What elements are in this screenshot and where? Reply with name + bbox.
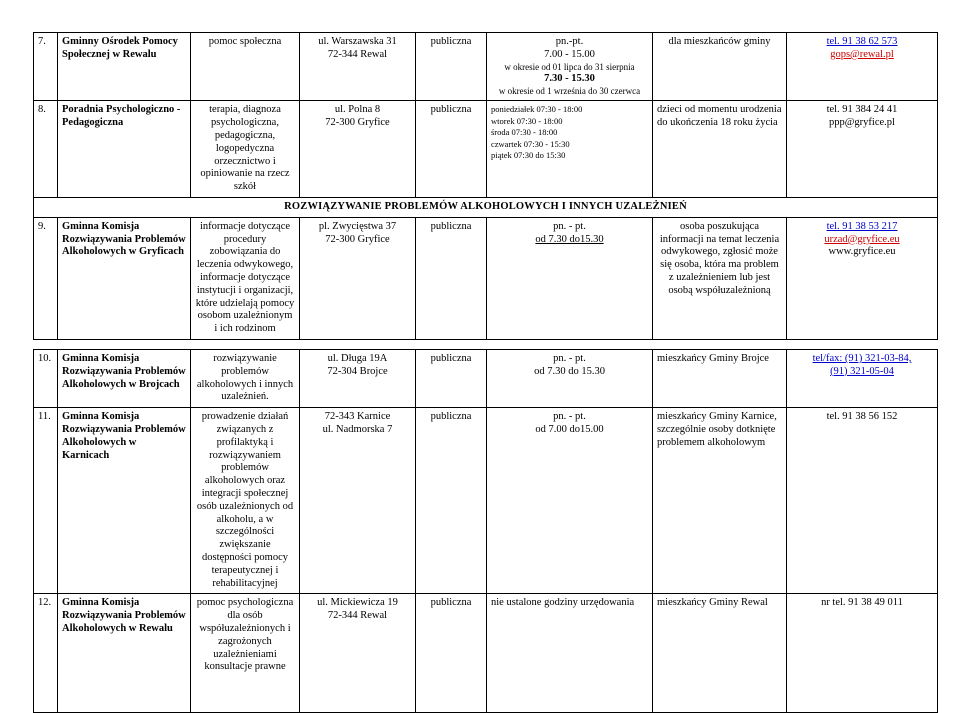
- opening-hours: [487, 408, 653, 594]
- services-table-part-2: [33, 349, 938, 713]
- address-line-1: 72-343 Karnice: [324, 411, 391, 423]
- scope-of-help: terapia, diagnoza psychologiczna, pedagogiczna, logopedyczna orzecznictwo i opiniowanie na rzecz szkół: [191, 101, 300, 198]
- address-cell: [300, 101, 416, 198]
- address-line-2: 72-344 Rewal: [327, 610, 388, 622]
- opening-hours: nie ustalone godziny urzędowania: [487, 594, 653, 713]
- section-heading-row: [34, 198, 938, 218]
- row-number: 10.: [34, 350, 58, 408]
- hours-line: od 7.00 do15.00: [535, 423, 604, 435]
- fax-number: (91) 321-05-04: [830, 365, 894, 377]
- target-group: mieszkańcy Gminy Rewal: [653, 594, 787, 713]
- hours-line: wtorek 07:30 - 18:00: [491, 115, 563, 126]
- hours-line: od 7.30 do15.30: [535, 233, 604, 245]
- hours-line: w okresie od 01 lipca do 31 sierpnia: [504, 61, 635, 72]
- contact-cell: [787, 217, 938, 339]
- address-line-1: pl. Zwycięstwa 37: [318, 220, 397, 232]
- table-row: [34, 101, 938, 198]
- section-heading: ROZWIĄZYWANIE PROBLEMÓW ALKOHOLOWYCH I INNYCH UZALEŻNIEŃ: [34, 198, 938, 218]
- email-link[interactable]: urzad@gryfice.eu: [824, 233, 900, 245]
- row-number: 7.: [34, 33, 58, 101]
- opening-hours: [487, 217, 653, 339]
- services-table-part-1: [33, 32, 938, 340]
- website-url[interactable]: www.gryfice.eu: [828, 246, 896, 258]
- institution-type: publiczna: [416, 408, 487, 594]
- hours-line: pn. - pt.: [553, 411, 586, 423]
- table-row: [34, 217, 938, 339]
- row-number: 11.: [34, 408, 58, 594]
- scope-of-help: informacje dotyczące procedury zobowiązania do leczenia odwykowego, informacje dotyczące instytucji i organizacji, które udzielają pomocy osobom uzależnionym i ich rodzinom: [191, 217, 300, 339]
- address-cell: [300, 408, 416, 594]
- scope-of-help: pomoc społeczna: [191, 33, 300, 101]
- target-group: mieszkańcy Gminy Brojce: [653, 350, 787, 408]
- target-group: mieszkańcy Gminy Karnice, szczególnie osoby dotknięte problemem alkoholowym: [653, 408, 787, 594]
- address-line-2: 72-304 Brojce: [327, 365, 388, 377]
- institution-name: Gminna Komisja Rozwiązywania Problemów Alkoholowych w Rewalu: [58, 594, 191, 713]
- hours-line: piątek 07:30 do 15:30: [491, 150, 566, 161]
- institution-type: publiczna: [416, 594, 487, 713]
- scope-of-help: pomoc psychologiczna dla osób współuzależnionych i zagrożonych uzależnieniami konsultacje prawne: [191, 594, 300, 713]
- target-group: dzieci od momentu urodzenia do ukończenia 18 roku życia: [653, 101, 787, 198]
- contact-cell: [787, 33, 938, 101]
- address-line-1: ul. Warszawska 31: [318, 36, 397, 47]
- institution-name: Gminna Komisja Rozwiązywania Problemów Alkoholowych w Karnicach: [58, 408, 191, 594]
- address-line-1: ul. Polna 8: [334, 104, 381, 116]
- institution-name: Gminna Komisja Rozwiązywania Problemów Alkoholowych w Brojcach: [58, 350, 191, 408]
- phone-number: tel. 91 38 62 573: [826, 36, 898, 47]
- table-row: [34, 594, 938, 713]
- address-cell: [300, 33, 416, 101]
- address-line-2: 72-300 Gryfice: [325, 233, 390, 245]
- hours-line: od 7.30 do 15.30: [534, 365, 605, 377]
- contact-cell: [787, 101, 938, 198]
- contact-cell: [787, 408, 938, 594]
- table-row: [34, 33, 938, 101]
- phone-number: tel. 91 38 56 152: [826, 411, 898, 423]
- contact-cell: [787, 350, 938, 408]
- address-cell: [300, 594, 416, 713]
- phone-number: tel. 91 384 24 41: [826, 104, 898, 116]
- opening-hours: [487, 350, 653, 408]
- phone-number: tel. 91 38 53 217: [826, 220, 898, 232]
- institution-name: Poradnia Psychologiczno - Pedagogiczna: [58, 101, 191, 198]
- phone-number: tel/fax: (91) 321-03-84,: [812, 353, 912, 364]
- hours-line: środa 07:30 - 18:00: [491, 127, 558, 138]
- address-cell: [300, 217, 416, 339]
- contact-cell: [787, 594, 938, 713]
- hours-line: w okresie od 1 września do 30 czerwca: [498, 85, 641, 96]
- row-number: 9.: [34, 217, 58, 339]
- opening-hours: [487, 33, 653, 101]
- institution-type: publiczna: [416, 101, 487, 198]
- address-cell: [300, 350, 416, 408]
- address-line-1: ul. Mickiewicza 19: [317, 597, 398, 609]
- address-line-2: ul. Nadmorska 7: [322, 423, 393, 435]
- hours-line: poniedziałek 07:30 - 18:00: [491, 104, 583, 115]
- hours-line: czwartek 07:30 - 15:30: [491, 138, 570, 149]
- address-line-2: 72-344 Rewal: [327, 48, 388, 60]
- scope-of-help: prowadzenie działań związanych z profilaktyką i rozwiązywaniem problemów alkoholowych oraz integracji społecznej osób uzależnionych od alkoholu, a w szczególności zwiększanie dostępności pomocy terapeutycznej i rehabilitacyjnej: [191, 408, 300, 594]
- table-row: [34, 350, 938, 408]
- opening-hours: [487, 101, 653, 198]
- institution-type: publiczna: [416, 350, 487, 408]
- row-number: 12.: [34, 594, 58, 713]
- table-row: [34, 408, 938, 594]
- address-line-2: 72-300 Gryfice: [325, 117, 390, 129]
- row-number: 8.: [34, 101, 58, 198]
- institution-name: Gminna Komisja Rozwiązywania Problemów Alkoholowych w Gryficach: [58, 217, 191, 339]
- institution-type: publiczna: [416, 217, 487, 339]
- email-link[interactable]: gops@rewal.pl: [830, 48, 894, 60]
- hours-line: pn. - pt.: [553, 353, 586, 364]
- institution-name: Gminny Ośrodek Pomocy Społecznej w Rewalu: [58, 33, 191, 101]
- email-address: ppp@gryfice.pl: [829, 117, 895, 129]
- hours-line: 7.00 - 15.00: [544, 48, 595, 60]
- target-group: osoba poszukująca informacji na temat leczenia odwykowego, zgłosić może się osoba, która ma problem z uzależnieniem lub jest osobą współuzależnioną: [653, 217, 787, 339]
- institution-type: publiczna: [416, 33, 487, 101]
- address-line-1: ul. Długa 19A: [327, 353, 388, 364]
- hours-line: pn. - pt.: [553, 220, 586, 232]
- scope-of-help: rozwiązywanie problemów alkoholowych i innych uzależnień.: [191, 350, 300, 408]
- hours-line: 7.30 - 15.30: [544, 73, 595, 85]
- phone-number: nr tel. 91 38 49 011: [821, 597, 903, 609]
- hours-line: pn.-pt.: [555, 36, 584, 47]
- target-group: dla mieszkańców gminy: [653, 33, 787, 101]
